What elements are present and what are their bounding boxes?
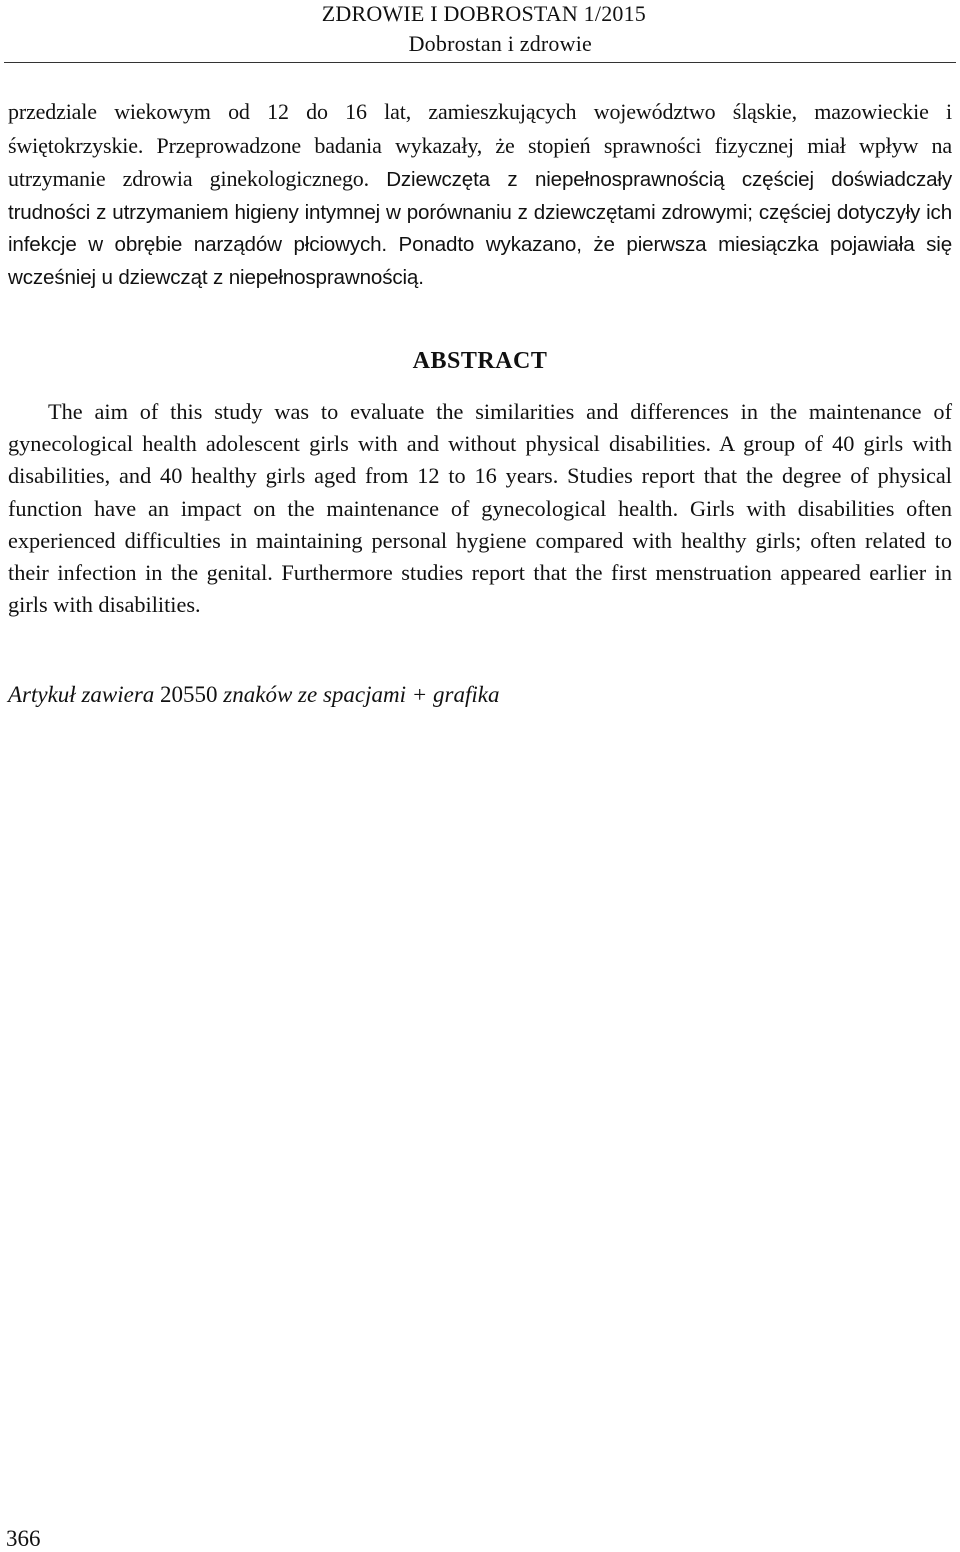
abstract-heading: ABSTRACT	[412, 348, 548, 374]
header-rule	[4, 62, 956, 63]
page-number: 366	[6, 1526, 41, 1551]
note-suffix: znaków ze spacjami + grafika	[223, 682, 500, 707]
polish-summary-part2: Dziewczęta z niepełnosprawnością częściej doświadczały trudności z utrzymaniem higieny intymnej w porównaniu z dziewczętami zdrowymi; częściej dotyczyły ich infekcje w obrębie narządów płciowych. Ponadto wykazano, że pierwsza miesiączka pojawiała się wcześniej u dziewcząt z niepełnosprawnością.	[8, 168, 952, 289]
note-count: 20550	[154, 682, 224, 707]
journal-title: ZDROWIE I DOBROSTAN 1/2015	[321, 1, 646, 26]
polish-summary-part1: przedziale wiekowym od 12 do 16 lat, zamieszkujących województwo śląskie, mazowieckie i świętokrzyskie. Przeprowadzone badania wykazały, że stopień sprawności fizycznej miał wpływ na utrzymanie zdrowia ginekologicznego.	[8, 99, 952, 192]
character-count-note	[8, 682, 499, 708]
running-header	[0, 0, 960, 62]
note-prefix: Artykuł zawiera	[8, 682, 155, 707]
section-title: Dobrostan i zdrowie	[408, 31, 592, 56]
abstract-paragraph: The aim of this study was to evaluate the similarities and differences in the maintenance of gynecological health adolescent girls with and without physical disabilities. A group of 40 girls with disabilities, and 40 healthy girls aged from 12 to 16 years. Studies report that the degree of physical function have an impact on the maintenance of gynecological health. Girls with disabilities often experienced difficulties in maintaining personal hygiene compared with healthy girls; often related to their infection in the genital. Furthermore studies report that the first menstruation appeared earlier in girls with disabilities.	[8, 399, 952, 618]
polish-summary-paragraph	[8, 96, 952, 295]
